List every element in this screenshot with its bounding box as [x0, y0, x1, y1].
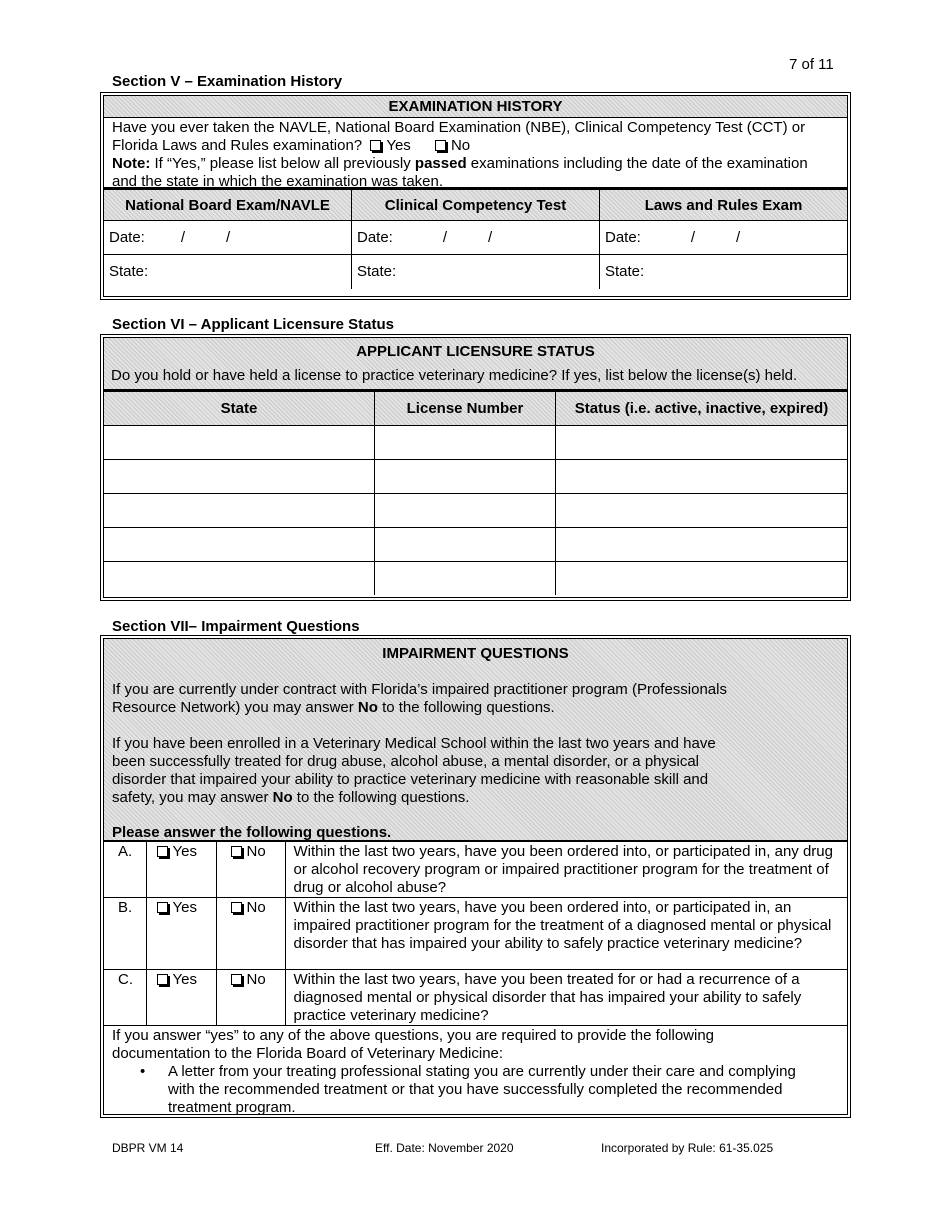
- licensure-table: [104, 392, 847, 595]
- section-vii-title: Section VII– Impairment Questions: [112, 618, 360, 635]
- bullet-item: [112, 1063, 839, 1117]
- para2-line4: [112, 789, 839, 807]
- col-clinical-competency: Clinical Competency Test: [352, 189, 600, 221]
- state-field-laws[interactable]: State:: [600, 255, 848, 289]
- footer-rule: Incorporated by Rule: 61-35.025: [601, 1141, 774, 1155]
- date-label: Date:: [109, 229, 145, 246]
- license-cell[interactable]: [375, 493, 556, 527]
- note-text-b: examinations including the date of the examination: [466, 155, 808, 172]
- followup-line2: documentation to the Florida Board of Veterinary Medicine:: [112, 1045, 504, 1062]
- section-vi-title: Section VI – Applicant Licensure Status: [112, 316, 395, 333]
- bullet-icon: •: [140, 1063, 146, 1080]
- question-row-b: [104, 898, 847, 970]
- checkbox-icon[interactable]: [231, 846, 242, 857]
- answer-yes-b[interactable]: [146, 898, 216, 970]
- date-slash: /: [226, 229, 231, 246]
- exam-yes-checkbox[interactable]: [370, 140, 381, 151]
- question-text-b: Within the last two years, have you been ordered into, or participated in, an impaired practitioner program for the treatment of a diagnosed mental or physical disorder that has impaired your ability to safely practice veterinary medicine?: [285, 898, 847, 970]
- question-letter: B.: [104, 898, 146, 970]
- date-label: Date:: [605, 229, 641, 246]
- col-national-board: National Board Exam/NAVLE: [104, 189, 352, 221]
- impairment-questions-box: [100, 635, 851, 1118]
- state-field-nbe[interactable]: State:: [104, 255, 352, 289]
- para2-line2: been successfully treated for drug abuse, alcohol abuse, a mental disorder, or a physical: [112, 753, 700, 770]
- status-cell[interactable]: [556, 527, 848, 561]
- answer-no-b[interactable]: [216, 898, 285, 970]
- para2-bold: No: [272, 789, 293, 806]
- note-label: Note:: [112, 155, 151, 172]
- para2-line1: If you have been enrolled in a Veterinary Medical School within the last two years and have: [112, 735, 716, 752]
- status-cell[interactable]: [556, 459, 848, 493]
- table-row: [104, 425, 847, 459]
- license-cell[interactable]: [375, 425, 556, 459]
- no-label: No: [246, 843, 266, 860]
- answer-no-a[interactable]: [216, 842, 285, 898]
- para2-text: safety, you may answer: [112, 789, 273, 806]
- checkbox-icon[interactable]: [231, 902, 242, 913]
- date-label: Date:: [357, 229, 393, 246]
- license-cell[interactable]: [375, 527, 556, 561]
- no-label: No: [246, 899, 266, 916]
- no-label: No: [246, 971, 266, 988]
- licensure-header: APPLICANT LICENSURE STATUS: [356, 343, 595, 360]
- licensure-question: Do you hold or have held a license to practice veterinary medicine? If yes, list below the license(s) held.: [111, 367, 798, 384]
- date-field-nbe[interactable]: [104, 221, 352, 255]
- page-number: 7 of 11: [789, 56, 834, 73]
- licensure-status-box: [100, 334, 851, 601]
- question-letter: C.: [104, 970, 146, 1026]
- date-slash: /: [736, 229, 741, 246]
- examination-history-box: [100, 92, 851, 300]
- impairment-intro: [104, 639, 847, 841]
- para2-text-end: to the following questions.: [292, 789, 470, 806]
- table-row: [104, 493, 847, 527]
- question-letter: A.: [104, 842, 146, 898]
- examination-question: [104, 118, 847, 190]
- yes-label: Yes: [172, 843, 197, 860]
- exam-no-checkbox[interactable]: [435, 140, 446, 151]
- note-bold: passed: [414, 155, 467, 172]
- col-license-number: License Number: [375, 392, 556, 425]
- exam-note-line2: and the state in which the examination was taken.: [112, 173, 444, 190]
- col-state: State: [104, 392, 375, 425]
- checkbox-icon[interactable]: [231, 974, 242, 985]
- section-v-title: Section V – Examination History: [112, 73, 343, 90]
- date-slash: /: [442, 229, 448, 246]
- impairment-questions-table: [104, 841, 847, 1026]
- state-cell[interactable]: [104, 425, 375, 459]
- bullet-text: A letter from your treating professional stating you are currently under their care and complying with the recommended treatment or that you have successfully completed the recommended treatment program.: [168, 1063, 796, 1116]
- note-text-a: If “Yes,” please list below all previously: [150, 155, 415, 172]
- para1-line1: If you are currently under contract with Florida’s impaired practitioner program (Professionals: [112, 681, 727, 698]
- followup-instructions: [104, 1026, 847, 1117]
- question-row-a: [104, 842, 847, 898]
- exam-question-text: Florida Laws and Rules examination?: [112, 137, 363, 154]
- question-text-a: Within the last two years, have you been ordered into, or participated in, any drug or alcohol recovery program or impaired practitioner program for the treatment of drug or alcohol abuse?: [285, 842, 847, 898]
- para2-line3: disorder that impaired your ability to practice veterinary medicine with reasonable skill and: [112, 771, 709, 788]
- date-slash: /: [180, 229, 186, 246]
- col-status: Status (i.e. active, inactive, expired): [556, 392, 848, 425]
- status-cell[interactable]: [556, 561, 848, 595]
- exam-question-line2: [112, 137, 841, 155]
- answer-yes-c[interactable]: [146, 970, 216, 1026]
- exam-table: [104, 187, 847, 289]
- state-field-cct[interactable]: State:: [352, 255, 600, 289]
- date-slash: /: [690, 229, 696, 246]
- col-laws-rules: Laws and Rules Exam: [600, 189, 848, 221]
- exam-yes-label: Yes: [386, 137, 411, 154]
- table-row: [104, 561, 847, 595]
- checkbox-icon[interactable]: [157, 846, 168, 857]
- para1-text-end: to the following questions.: [377, 699, 555, 716]
- answer-yes-a[interactable]: [146, 842, 216, 898]
- exam-question-line1: Have you ever taken the NAVLE, National Board Examination (NBE), Clinical Competency Test (CCT) or: [112, 119, 806, 136]
- footer-form-id: DBPR VM 14: [112, 1141, 184, 1155]
- state-cell[interactable]: [104, 561, 375, 595]
- date-field-laws[interactable]: [600, 221, 848, 255]
- exam-note: [112, 155, 841, 173]
- question-row-c: [104, 970, 847, 1026]
- para1-bold: No: [357, 699, 378, 716]
- question-text-c: Within the last two years, have you been treated for or had a recurrence of a diagnosed mental or physical disorder that has impaired your ability to safely practice veterinary medicine?: [285, 970, 847, 1026]
- licensure-header-area: [104, 338, 847, 392]
- table-row: [104, 527, 847, 561]
- license-cell[interactable]: [375, 561, 556, 595]
- date-field-cct[interactable]: [352, 221, 600, 255]
- yes-label: Yes: [172, 899, 197, 916]
- date-slash: /: [488, 229, 493, 246]
- checkbox-icon[interactable]: [157, 974, 168, 985]
- para1-text: Resource Network) you may answer: [112, 699, 358, 716]
- followup-line1: If you answer “yes” to any of the above questions, you are required to provide the following: [112, 1027, 715, 1044]
- exam-no-label: No: [450, 137, 471, 154]
- para1-line2: [112, 699, 839, 717]
- checkbox-icon[interactable]: [157, 902, 168, 913]
- examination-history-header: EXAMINATION HISTORY: [104, 96, 847, 118]
- status-cell[interactable]: [556, 493, 848, 527]
- state-cell[interactable]: [104, 459, 375, 493]
- footer-eff-date: Eff. Date: November 2020: [375, 1141, 514, 1155]
- table-row: [104, 459, 847, 493]
- please-answer-label: Please answer the following questions.: [112, 824, 392, 841]
- license-cell[interactable]: [375, 459, 556, 493]
- state-cell[interactable]: [104, 493, 375, 527]
- state-cell[interactable]: [104, 527, 375, 561]
- impairment-header: IMPAIRMENT QUESTIONS: [382, 645, 569, 662]
- answer-no-c[interactable]: [216, 970, 285, 1026]
- yes-label: Yes: [172, 971, 197, 988]
- status-cell[interactable]: [556, 425, 848, 459]
